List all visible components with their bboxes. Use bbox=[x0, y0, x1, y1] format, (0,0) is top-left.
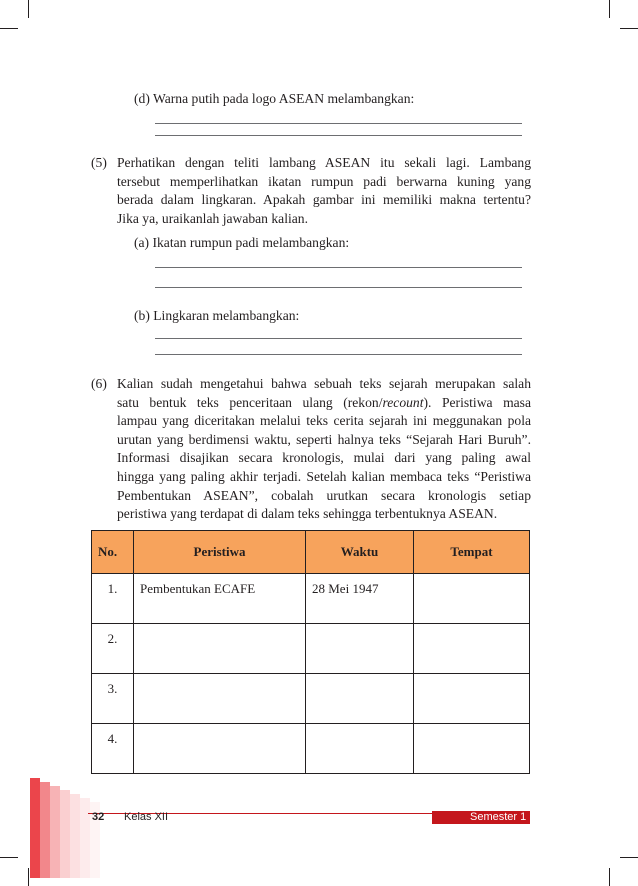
question-6-text: ). Peristiwa masa bbox=[423, 394, 531, 410]
cell-no: 1. bbox=[92, 574, 134, 624]
table-row bbox=[92, 674, 530, 724]
footer-semester-label: Semester 1 bbox=[470, 811, 527, 823]
question-5-line: tersebut memperlihatkan ikatan rumpun padi berwarna kuning yang bbox=[117, 173, 531, 189]
footer-page-number: 32 bbox=[92, 811, 105, 823]
cell-tempat bbox=[414, 574, 530, 624]
question-6-line: hingga yang paling akhir terjadi. Setelah kalian membaca teks “Peristiwa bbox=[117, 469, 531, 484]
cell-waktu bbox=[306, 724, 414, 774]
header-peristiwa: Peristiwa bbox=[134, 531, 306, 574]
answer-line bbox=[155, 123, 522, 124]
crop-mark bbox=[28, 0, 29, 18]
crop-mark bbox=[609, 868, 610, 886]
table-header-row bbox=[92, 531, 530, 574]
cell-waktu: 28 Mei 1947 bbox=[306, 574, 414, 624]
question-6-term: recount bbox=[382, 394, 424, 410]
answer-line bbox=[155, 267, 522, 268]
cell-waktu bbox=[306, 624, 414, 674]
question-5-line: Perhatikan dengan teliti lambang ASEAN itu sekali lagi. Lambang bbox=[117, 155, 531, 170]
question-6-line: urutan yang berdimensi waktu, seperti halnya teks “Sejarah Hari Buruh”. bbox=[117, 431, 531, 447]
answer-line bbox=[155, 135, 522, 136]
header-tempat: Tempat bbox=[414, 531, 530, 574]
header-no: No. bbox=[92, 531, 134, 574]
cell-no: 4. bbox=[92, 724, 134, 774]
cell-tempat bbox=[414, 674, 530, 724]
table-row bbox=[92, 574, 530, 624]
question-6-line: Kalian sudah mengetahui bahwa sebuah teks sejarah merupakan salah bbox=[117, 376, 531, 391]
cell-waktu bbox=[306, 674, 414, 724]
answer-line bbox=[155, 354, 522, 355]
crop-mark bbox=[0, 857, 18, 858]
item-b-text: (b) Lingkaran melambangkan: bbox=[134, 308, 300, 323]
decorative-pattern bbox=[30, 778, 130, 878]
cell-tempat bbox=[414, 624, 530, 674]
question-6-number: (6) bbox=[91, 376, 107, 391]
crop-mark bbox=[0, 28, 18, 29]
cell-peristiwa bbox=[134, 674, 306, 724]
cell-peristiwa bbox=[134, 724, 306, 774]
question-5-line: berada dalam lingkaran. Apakah gambar ini memiliki makna tertentu? bbox=[117, 192, 531, 208]
header-waktu: Waktu bbox=[306, 531, 414, 574]
cell-peristiwa bbox=[134, 624, 306, 674]
chronology-table bbox=[91, 530, 530, 774]
cell-peristiwa: Pembentukan ECAFE bbox=[134, 574, 306, 624]
question-6-line: Informasi disajikan secara kronologis, mulai dari yang paling awal bbox=[117, 450, 531, 466]
question-5-line: Jika ya, uraikanlah jawaban kalian. bbox=[117, 210, 308, 226]
question-6-line bbox=[117, 394, 531, 413]
crop-mark bbox=[28, 868, 29, 886]
crop-mark bbox=[609, 0, 610, 18]
cell-no: 2. bbox=[92, 624, 134, 674]
table-row bbox=[92, 724, 530, 774]
cell-tempat bbox=[414, 724, 530, 774]
question-6-line: Pembentukan ASEAN”, cobalah urutkan secara kronologis setiap bbox=[117, 487, 531, 503]
question-6-text: satu bentuk teks penceritaan ulang (rekon/ bbox=[117, 394, 383, 410]
footer-class-label: Kelas XII bbox=[124, 811, 169, 823]
crop-mark bbox=[620, 857, 638, 858]
cell-no: 3. bbox=[92, 674, 134, 724]
answer-line bbox=[155, 338, 522, 339]
question-6-line: lampau yang diceritakan melalui teks cerita sejarah ini meggunakan pola bbox=[117, 413, 531, 429]
item-d-text: (d) Warna putih pada logo ASEAN melambangkan: bbox=[134, 91, 415, 106]
question-6-line: peristiwa yang terdapat di dalam teks sehingga terbentuknya ASEAN. bbox=[117, 506, 498, 522]
question-5-number: (5) bbox=[91, 155, 107, 170]
crop-mark bbox=[620, 28, 638, 29]
table-row bbox=[92, 624, 530, 674]
answer-line bbox=[155, 287, 522, 288]
item-a-text: (a) Ikatan rumpun padi melambangkan: bbox=[134, 235, 350, 250]
